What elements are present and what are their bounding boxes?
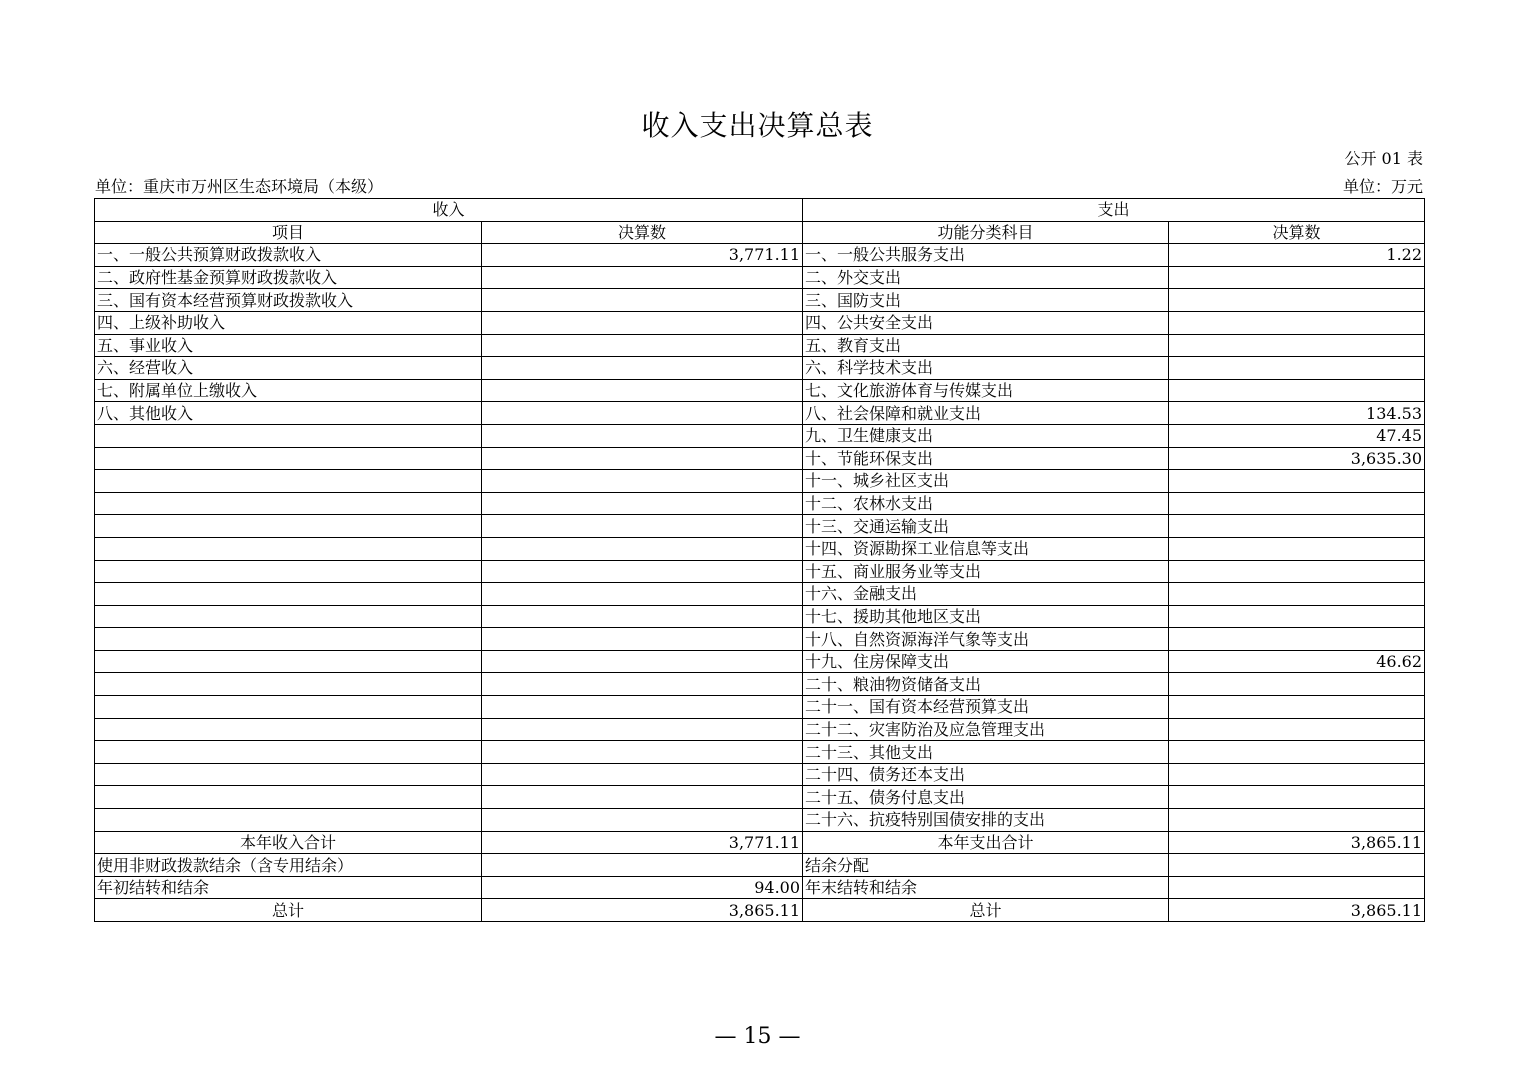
table-row [95, 696, 1425, 719]
income-amount-cell [482, 470, 803, 493]
expense-category-cell: 三、国防支出 [803, 289, 1169, 312]
income-amount-cell [482, 628, 803, 651]
income-item-cell: 五、事业收入 [95, 334, 482, 357]
expense-category-cell: 二十三、其他支出 [803, 741, 1169, 764]
section-header-row [95, 199, 1425, 222]
income-item-cell [95, 560, 482, 583]
income-item-cell [95, 628, 482, 651]
expense-amount-cell: 47.45 [1169, 424, 1425, 447]
totals-row [95, 854, 1425, 877]
table-row [95, 334, 1425, 357]
expense-category-cell: 二、外交支出 [803, 266, 1169, 289]
expense-header: 支出 [803, 199, 1425, 222]
income-amount-cell [482, 537, 803, 560]
income-total-label: 总计 [95, 899, 482, 922]
expense-amount-cell [1169, 311, 1425, 334]
expense-category-cell: 十四、资源勘探工业信息等支出 [803, 537, 1169, 560]
income-amount-cell [482, 334, 803, 357]
expense-total-label: 年末结转和结余 [803, 876, 1169, 899]
table-row [95, 311, 1425, 334]
expense-category-cell: 六、科学技术支出 [803, 357, 1169, 380]
income-item-cell [95, 718, 482, 741]
expense-amount-cell [1169, 786, 1425, 809]
expense-amount-cell [1169, 605, 1425, 628]
expense-total-value: 3,865.11 [1169, 831, 1425, 854]
income-total-label: 使用非财政拨款结余（含专用结余） [95, 854, 482, 877]
currency-unit: 单位：万元 [1342, 177, 1423, 196]
page-number: — 15 — [714, 1024, 801, 1049]
totals-row [95, 876, 1425, 899]
table-row [95, 583, 1425, 606]
table-row [95, 266, 1425, 289]
income-item-cell [95, 492, 482, 515]
expense-amount-cell [1169, 357, 1425, 380]
expense-category-cell: 十七、援助其他地区支出 [803, 605, 1169, 628]
income-amount-cell [482, 447, 803, 470]
expense-category-cell: 十六、金融支出 [803, 583, 1169, 606]
expense-category-cell: 十一、城乡社区支出 [803, 470, 1169, 493]
income-item-cell [95, 786, 482, 809]
expense-amount-cell [1169, 379, 1425, 402]
expense-amount-cell [1169, 470, 1425, 493]
expense-total-value: 3,865.11 [1169, 899, 1425, 922]
expense-category-cell: 二十、粮油物资储备支出 [803, 673, 1169, 696]
expense-amount-cell [1169, 628, 1425, 651]
expense-amount-cell [1169, 809, 1425, 832]
income-total-value [482, 854, 803, 877]
income-amount-cell [482, 741, 803, 764]
table-row [95, 379, 1425, 402]
expense-category-cell: 十三、交通运输支出 [803, 515, 1169, 538]
table-row [95, 673, 1425, 696]
income-item-cell [95, 424, 482, 447]
expense-amount-cell [1169, 492, 1425, 515]
expense-total-label: 本年支出合计 [803, 831, 1169, 854]
table-row [95, 763, 1425, 786]
expense-category-cell: 二十五、债务付息支出 [803, 786, 1169, 809]
expense-amount-cell [1169, 718, 1425, 741]
income-item-cell [95, 673, 482, 696]
form-number: 公开 01 表 [1344, 149, 1423, 168]
table-row [95, 809, 1425, 832]
income-amount-cell [482, 605, 803, 628]
expense-total-value [1169, 876, 1425, 899]
income-item-cell: 三、国有资本经营预算财政拨款收入 [95, 289, 482, 312]
expense-category-cell: 十二、农林水支出 [803, 492, 1169, 515]
expense-total-label: 结余分配 [803, 854, 1169, 877]
income-item-cell [95, 537, 482, 560]
reporting-unit: 单位：重庆市万州区生态环境局（本级） [95, 177, 384, 196]
amount2-column-header: 决算数 [1169, 221, 1425, 244]
income-item-cell [95, 447, 482, 470]
income-amount-cell [482, 515, 803, 538]
income-amount-cell [482, 424, 803, 447]
expense-amount-cell [1169, 289, 1425, 312]
income-amount-cell [482, 696, 803, 719]
expense-amount-cell: 46.62 [1169, 650, 1425, 673]
income-amount-cell [482, 673, 803, 696]
table-row [95, 718, 1425, 741]
income-total-label: 本年收入合计 [95, 831, 482, 854]
income-item-cell [95, 515, 482, 538]
table-row [95, 402, 1425, 425]
item-column-header: 项目 [95, 221, 482, 244]
table-row [95, 605, 1425, 628]
totals-row [95, 899, 1425, 922]
income-item-cell: 八、其他收入 [95, 402, 482, 425]
expense-category-cell: 二十二、灾害防治及应急管理支出 [803, 718, 1169, 741]
expense-amount-cell [1169, 696, 1425, 719]
income-amount-cell [482, 311, 803, 334]
income-item-cell [95, 583, 482, 606]
table-row [95, 537, 1425, 560]
expense-category-cell: 七、文化旅游体育与传媒支出 [803, 379, 1169, 402]
expense-amount-cell [1169, 537, 1425, 560]
category-column-header: 功能分类科目 [803, 221, 1169, 244]
income-header: 收入 [95, 199, 803, 222]
table-row [95, 289, 1425, 312]
expense-category-cell: 八、社会保障和就业支出 [803, 402, 1169, 425]
expense-amount-cell [1169, 560, 1425, 583]
expense-amount-cell [1169, 334, 1425, 357]
income-amount-cell [482, 379, 803, 402]
table-row [95, 741, 1425, 764]
expense-category-cell: 十五、商业服务业等支出 [803, 560, 1169, 583]
expense-amount-cell: 3,635.30 [1169, 447, 1425, 470]
income-amount-cell [482, 357, 803, 380]
income-amount-cell [482, 718, 803, 741]
expense-category-cell: 九、卫生健康支出 [803, 424, 1169, 447]
expense-amount-cell [1169, 741, 1425, 764]
table-row [95, 447, 1425, 470]
table-row [95, 357, 1425, 380]
expense-amount-cell: 134.53 [1169, 402, 1425, 425]
amount-column-header: 决算数 [482, 221, 803, 244]
income-amount-cell [482, 650, 803, 673]
income-amount-cell [482, 266, 803, 289]
income-item-cell [95, 809, 482, 832]
expense-category-cell: 四、公共安全支出 [803, 311, 1169, 334]
expense-amount-cell [1169, 763, 1425, 786]
income-total-label: 年初结转和结余 [95, 876, 482, 899]
table-row [95, 470, 1425, 493]
income-amount-cell [482, 289, 803, 312]
income-amount-cell [482, 763, 803, 786]
expense-category-cell: 十、节能环保支出 [803, 447, 1169, 470]
income-total-value: 3,771.11 [482, 831, 803, 854]
expense-amount-cell [1169, 515, 1425, 538]
table-row [95, 628, 1425, 651]
table-row [95, 492, 1425, 515]
expense-category-cell: 二十四、债务还本支出 [803, 763, 1169, 786]
table-row [95, 786, 1425, 809]
income-item-cell: 一、一般公共预算财政拨款收入 [95, 244, 482, 267]
income-amount-cell [482, 786, 803, 809]
expense-amount-cell: 1.22 [1169, 244, 1425, 267]
expense-category-cell: 二十一、国有资本经营预算支出 [803, 696, 1169, 719]
income-item-cell [95, 470, 482, 493]
income-amount-cell [482, 560, 803, 583]
income-item-cell: 六、经营收入 [95, 357, 482, 380]
income-amount-cell [482, 402, 803, 425]
income-item-cell: 七、附属单位上缴收入 [95, 379, 482, 402]
table-row [95, 515, 1425, 538]
table-row [95, 424, 1425, 447]
page-title: 收入支出决算总表 [641, 109, 874, 142]
expense-amount-cell [1169, 673, 1425, 696]
expense-category-cell: 一、一般公共服务支出 [803, 244, 1169, 267]
expense-category-cell: 五、教育支出 [803, 334, 1169, 357]
income-item-cell: 二、政府性基金预算财政拨款收入 [95, 266, 482, 289]
income-expense-table [94, 198, 1425, 922]
table-row [95, 244, 1425, 267]
income-amount-cell [482, 492, 803, 515]
income-amount-cell [482, 583, 803, 606]
income-item-cell: 四、上级补助收入 [95, 311, 482, 334]
expense-total-label: 总计 [803, 899, 1169, 922]
income-amount-cell: 3,771.11 [482, 244, 803, 267]
income-item-cell [95, 763, 482, 786]
column-header-row [95, 221, 1425, 244]
expense-amount-cell [1169, 266, 1425, 289]
expense-amount-cell [1169, 583, 1425, 606]
expense-category-cell: 十八、自然资源海洋气象等支出 [803, 628, 1169, 651]
table-row [95, 650, 1425, 673]
table-row [95, 560, 1425, 583]
income-item-cell [95, 605, 482, 628]
income-item-cell [95, 696, 482, 719]
income-total-value: 3,865.11 [482, 899, 803, 922]
income-item-cell [95, 650, 482, 673]
totals-row [95, 831, 1425, 854]
income-total-value: 94.00 [482, 876, 803, 899]
income-amount-cell [482, 809, 803, 832]
expense-category-cell: 十九、住房保障支出 [803, 650, 1169, 673]
expense-total-value [1169, 854, 1425, 877]
expense-category-cell: 二十六、抗疫特别国债安排的支出 [803, 809, 1169, 832]
income-item-cell [95, 741, 482, 764]
